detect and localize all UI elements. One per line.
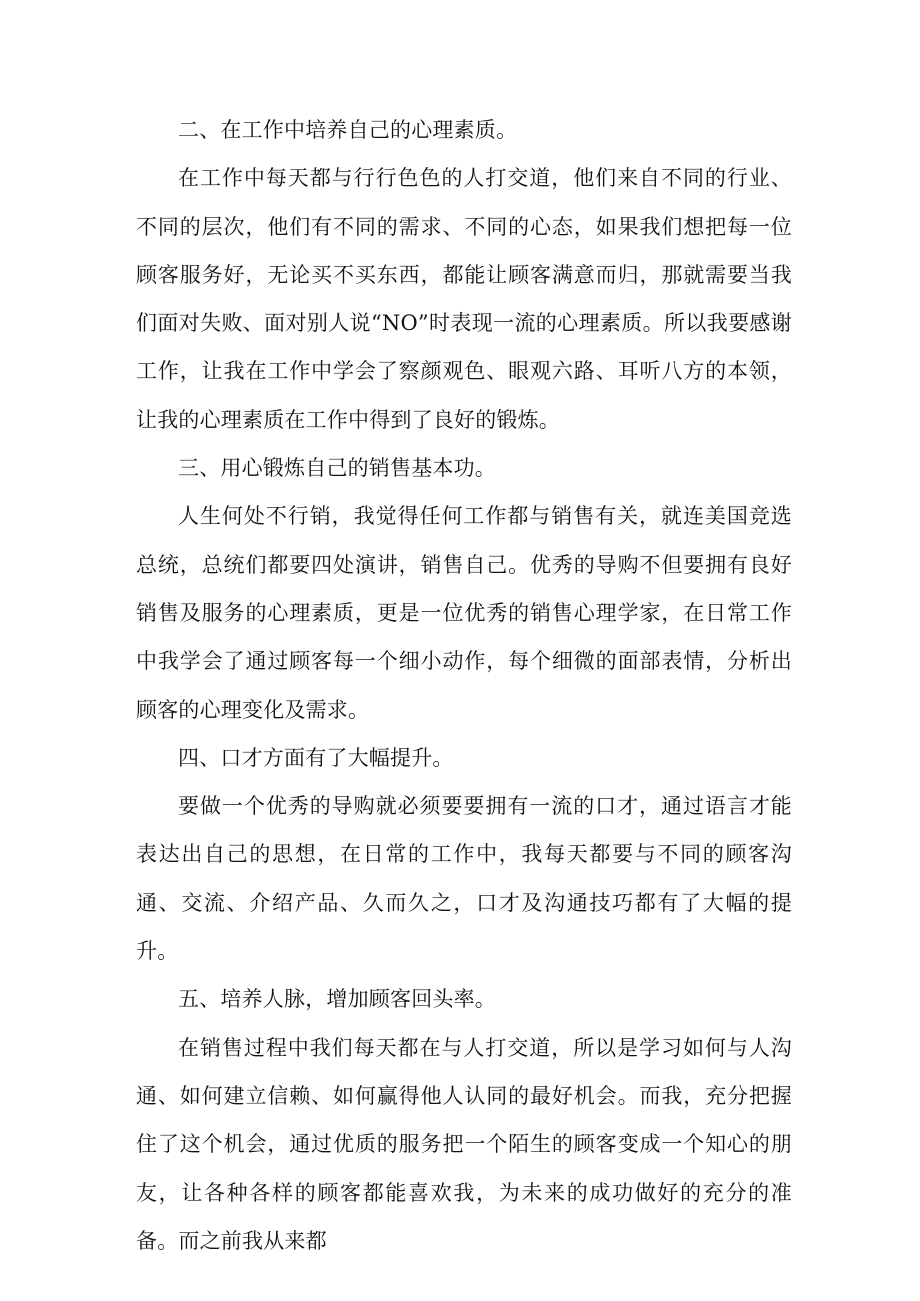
document-body xyxy=(136,106,792,1265)
section-heading-3: 三、用心锻炼自己的销售基本功。 xyxy=(178,456,496,481)
section-paragraph-2: 在工作中每天都与行行色色的人打交道，他们来自不同的行业、不同的层次，他们有不同的需求、不同的心态，如果我们想把每一位顾客服务好，无论买不买东西，都能让顾客满意而归，那就需要当我们面对失败、面对别人说“NO”时表现一流的心理素质。所以我要感谢工作，让我在工作中学会了察颜观色、眼观六路、耳听八方的本领，让我的心理素质在工作中得到了良好的锻炼。 xyxy=(136,166,792,432)
section-heading-2: 二、在工作中培养自己的心理素质。 xyxy=(178,118,518,142)
section-paragraph-3: 人生何处不行销，我觉得任何工作都与销售有关，就连美国竞选总统，总统们都要四处演讲，销售自己。优秀的导购不但要拥有良好销售及服务的心理素质，更是一位优秀的销售心理学家，在日常工作中我学会了通过顾客每一个细小动作，每个细微的面部表情，分析出顾客的心理变化及需求。 xyxy=(136,504,792,722)
section-heading-5: 五、培养人脉，增加顾客回头率。 xyxy=(178,987,496,1012)
section-heading-4: 四、口才方面有了大幅提升。 xyxy=(178,745,454,770)
section-paragraph-5: 在销售过程中我们每天都在与人打交道，所以是学习如何与人沟通、如何建立信赖、如何赢得他人认同的最好机会。而我，充分把握住了这个机会，通过优质的服务把一个陌生的顾客变成一个知心的朋友，让各种各样的顾客都能喜欢我，为未来的成功做好的充分的准备。而之前我从来都 xyxy=(136,1035,792,1253)
section-paragraph-4: 要做一个优秀的导购就必须要要拥有一流的口才，通过语言才能表达出自己的思想，在日常的工作中，我每天都要与不同的顾客沟通、交流、介绍产品、久而久之，口才及沟通技巧都有了大幅的提升。 xyxy=(136,794,792,964)
